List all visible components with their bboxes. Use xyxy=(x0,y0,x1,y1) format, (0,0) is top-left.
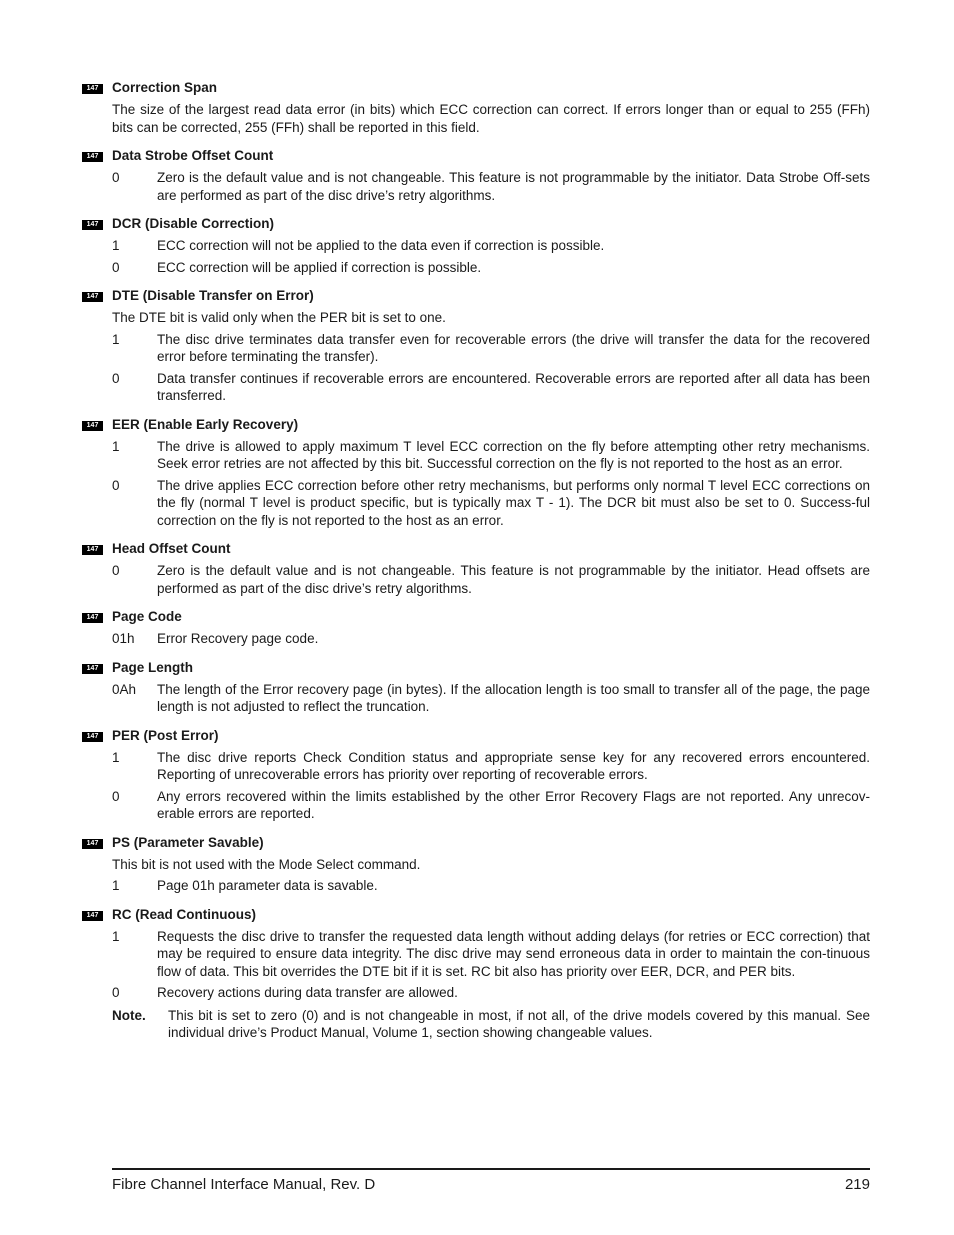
value-description: Error Recovery page code. xyxy=(157,631,319,646)
value-description: ECC correction will be applied if correction is possible. xyxy=(157,259,482,275)
value-code: 0 xyxy=(112,370,120,386)
section-heading xyxy=(82,540,870,558)
value-code: 0 xyxy=(112,985,120,1000)
value-description: The drive is allowed to apply maximum T level ECC correction on the fly before attempting other retry mechanisms. Seek error retries are not affected by this bit. Successful correction on the fly is not reported to the host as an error. xyxy=(157,438,870,471)
value-item xyxy=(112,788,870,823)
section-heading xyxy=(82,727,870,745)
field-section xyxy=(82,727,870,823)
section-heading xyxy=(82,906,870,924)
footer-rule xyxy=(112,1168,870,1170)
value-code: 0Ah xyxy=(112,681,137,697)
footer-title: Fibre Channel Interface Manual, Rev. D xyxy=(112,1176,376,1193)
value-code: 1 xyxy=(112,749,120,765)
note-label: Note. xyxy=(112,1007,146,1023)
section-title: Correction Span xyxy=(112,80,218,95)
value-description: Any errors recovered within the limits established by the other Error Recovery Flags are not reported. Any unrecov-erable errors are reported. xyxy=(157,788,870,821)
scsi-badge: 147 xyxy=(82,732,103,742)
value-item xyxy=(112,259,870,277)
value-code: 0 xyxy=(112,563,120,578)
section-title: RC (Read Continuous) xyxy=(112,906,256,922)
value-description: Page 01h parameter data is savable. xyxy=(157,878,378,893)
scsi-badge: 147 xyxy=(82,152,103,162)
description-paragraph: This bit is not used with the Mode Select command. xyxy=(112,856,421,872)
value-item xyxy=(112,169,870,204)
value-item xyxy=(112,370,870,405)
section-title: PER (Post Error) xyxy=(112,727,219,743)
value-description: Recovery actions during data transfer are allowed. xyxy=(157,985,458,1000)
section-heading xyxy=(82,608,870,626)
value-code: 0 xyxy=(112,170,120,185)
scsi-badge: 147 xyxy=(82,292,103,302)
section-title: Page Length xyxy=(112,659,194,675)
value-description: ECC correction will not be applied to the data even if correction is possible. xyxy=(157,238,605,253)
value-description: Data transfer continues if recoverable errors are encountered. Recoverable errors are reported after all data has been transferred. xyxy=(157,370,870,403)
note xyxy=(112,1007,870,1042)
value-code: 0 xyxy=(112,788,120,804)
value-description: The drive applies ECC correction before other retry mechanisms, but performs only normal T level ECC corrections on the fly (normal T level is product specific, but is typically max T - 1). The DCR bit must also be set to 0. Success-ful correction on the fly is not reported to the host as an error. xyxy=(157,477,870,528)
field-section xyxy=(82,906,870,1042)
value-item xyxy=(112,331,870,366)
value-item xyxy=(112,749,870,784)
value-description: The disc drive reports Check Condition status and appropriate sense key for any recovered errors encountered. Reporting of unrecoverable errors has priority over reporting of recoverable errors. xyxy=(157,749,870,782)
value-code: 1 xyxy=(112,438,120,454)
value-description: Requests the disc drive to transfer the requested data length without adding delays (for retries or ECC correction) that may be required to ensure data integrity. The disc drive may send erroneous data in order to maintain the con-tinuous flow of data. This bit overrides the DTE bit if it is set. RC bit also has priority over EER, DCR, and PER bits. xyxy=(157,928,870,979)
scsi-badge: 147 xyxy=(82,613,103,623)
section-title: EER (Enable Early Recovery) xyxy=(112,416,299,432)
section-title: Head Offset Count xyxy=(112,541,231,556)
value-description: The length of the Error recovery page (in bytes). If the allocation length is too small to transfer all of the page, the page length is not adjusted to reflect the truncation. xyxy=(157,681,870,714)
scsi-badge: 147 xyxy=(82,220,103,230)
section-heading xyxy=(82,147,870,165)
field-section xyxy=(82,79,870,136)
scsi-badge: 147 xyxy=(82,421,103,431)
section-title: DTE (Disable Transfer on Error) xyxy=(112,288,314,303)
field-section xyxy=(82,416,870,530)
value-code: 0 xyxy=(112,477,120,493)
value-description: Zero is the default value and is not changeable. This feature is not programmable by the initiator. Data Strobe Off-sets are performed as part of the disc drive’s retry algorithms. xyxy=(157,170,870,203)
section-heading xyxy=(82,834,870,852)
field-section xyxy=(82,834,870,895)
section-heading xyxy=(82,416,870,434)
value-description: The disc drive terminates data transfer even for recoverable errors (the drive will transfer the data for the recovered error before terminating the transfer). xyxy=(157,331,870,364)
description-paragraph: The DTE bit is valid only when the PER bit is set to one. xyxy=(112,310,446,325)
value-item xyxy=(112,477,870,530)
value-code: 1 xyxy=(112,928,120,944)
page-number: 219 xyxy=(844,1176,870,1193)
scsi-badge: 147 xyxy=(82,84,103,94)
scsi-badge: 147 xyxy=(82,839,103,849)
value-item xyxy=(112,438,870,473)
scsi-badge: 147 xyxy=(82,664,103,674)
field-section xyxy=(82,659,870,716)
value-code: 1 xyxy=(112,331,120,347)
value-item xyxy=(112,562,870,597)
value-item xyxy=(112,984,870,1002)
value-item xyxy=(112,877,870,895)
field-section xyxy=(82,215,870,276)
value-code: 1 xyxy=(112,878,120,893)
field-section xyxy=(82,540,870,597)
value-item xyxy=(112,928,870,981)
value-item xyxy=(112,681,870,716)
section-title: Data Strobe Offset Count xyxy=(112,148,274,163)
document-body xyxy=(82,79,870,1053)
scsi-badge: 147 xyxy=(82,545,103,555)
description-paragraph: The size of the largest read data error (in bits) which ECC correction can correct. If errors longer than or equal to 255 (FFh) bits can be corrected, 255 (FFh) shall be reported in this field. xyxy=(112,102,870,135)
value-item xyxy=(112,237,870,255)
note-text: This bit is set to zero (0) and is not changeable in most, if not all, of the drive models covered by this manual. See individual drive’s Product Manual, Volume 1, section showing changeable values. xyxy=(168,1007,870,1040)
field-section xyxy=(82,287,870,405)
section-title: Page Code xyxy=(112,609,182,624)
section-heading xyxy=(82,215,870,233)
section-title: PS (Parameter Savable) xyxy=(112,834,264,850)
value-item xyxy=(112,630,870,648)
field-section xyxy=(82,147,870,204)
section-heading xyxy=(82,287,870,305)
value-code: 1 xyxy=(112,238,120,253)
section-heading xyxy=(82,659,870,677)
value-code: 0 xyxy=(112,259,120,275)
scsi-badge: 147 xyxy=(82,911,103,921)
value-description: Zero is the default value and is not changeable. This feature is not programmable by the initiator. Head offsets are performed as part of the disc drive’s retry algorithms. xyxy=(157,563,870,596)
section-heading xyxy=(82,79,870,97)
field-section xyxy=(82,608,870,648)
value-code: 01h xyxy=(112,631,135,646)
section-title: DCR (Disable Correction) xyxy=(112,216,275,231)
